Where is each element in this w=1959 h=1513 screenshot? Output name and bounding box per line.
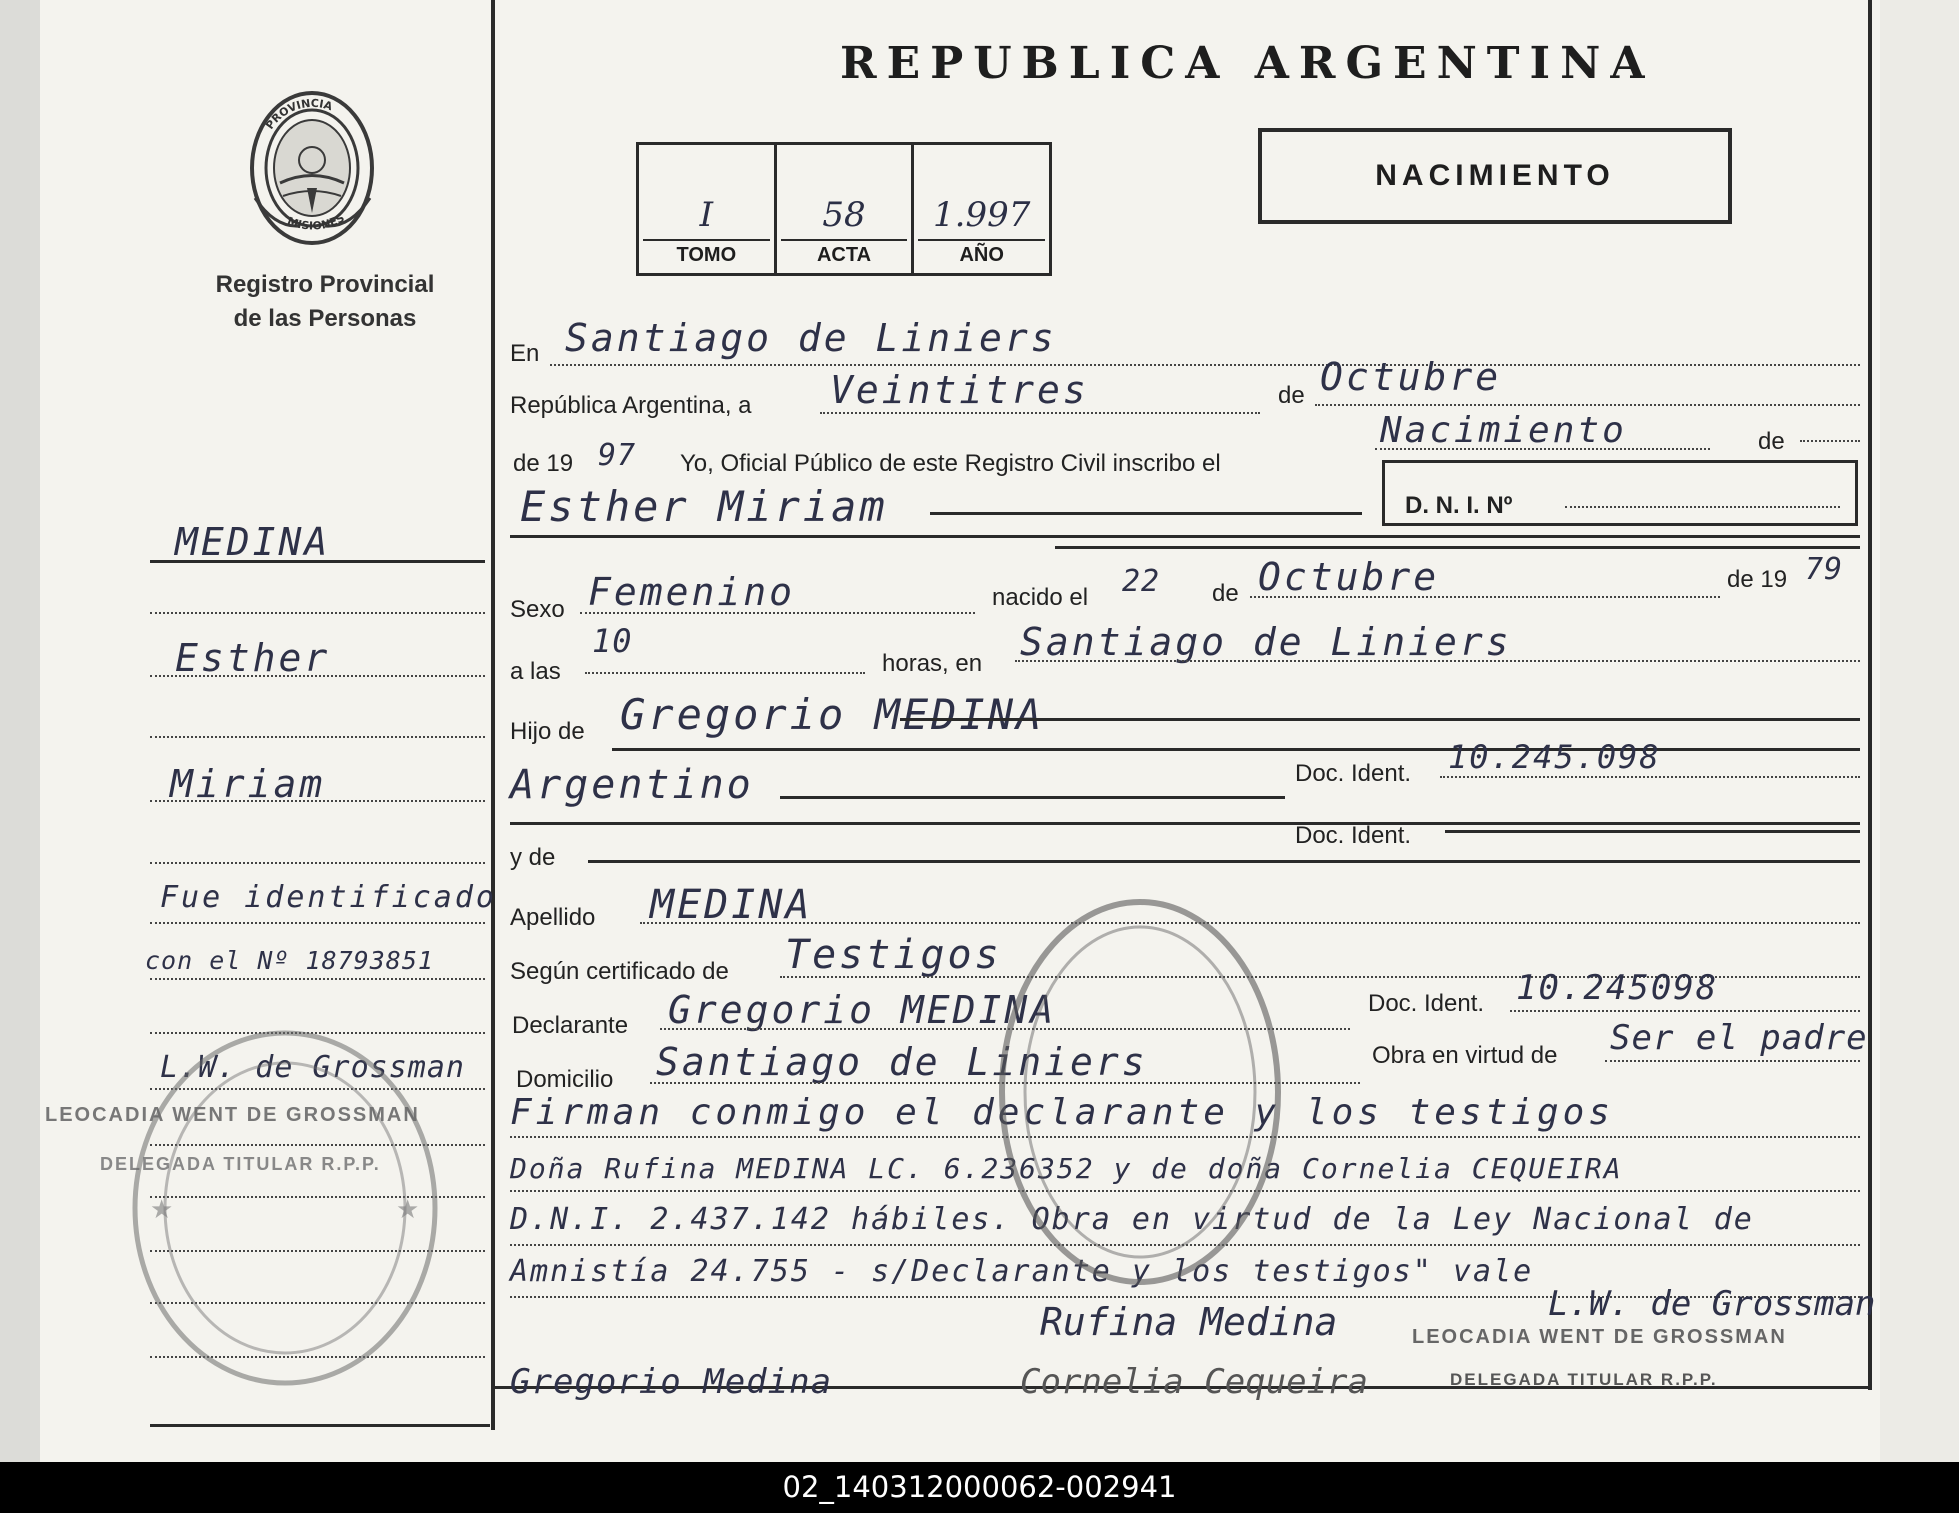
statement-rule-2 bbox=[510, 1190, 1860, 1192]
de-label-2: de bbox=[1758, 428, 1785, 455]
margin-line-8 bbox=[150, 978, 485, 980]
de-line-2 bbox=[1800, 440, 1860, 442]
registry-office-line2: de las Personas bbox=[233, 305, 417, 332]
declarante-doc-value: 10.245098 bbox=[1516, 968, 1719, 1008]
hour-value: 10 bbox=[592, 622, 633, 660]
ano-value: 1.997 bbox=[918, 195, 1045, 241]
doc-ident-label-2: Doc. Ident. bbox=[1295, 822, 1412, 849]
hour-line bbox=[585, 672, 865, 674]
margin-line-4 bbox=[150, 736, 485, 738]
margin-note-line1: Fue identificado bbox=[160, 880, 497, 915]
hijo-label: Hijo de bbox=[510, 718, 585, 745]
margin-second-name: Miriam bbox=[170, 762, 326, 806]
margin-signature: L.W. de Grossman bbox=[160, 1050, 465, 1085]
seal-text-bottom: MISIONES bbox=[285, 211, 347, 233]
official-signature: L.W. de Grossman bbox=[1548, 1284, 1876, 1324]
dni-line bbox=[1565, 506, 1840, 508]
de19-label: de 19 bbox=[513, 450, 574, 477]
margin-line-11 bbox=[150, 1144, 485, 1146]
yde-label: y de bbox=[510, 844, 556, 871]
statement-line-1: Firman conmigo el declarante y los testigos bbox=[510, 1092, 1614, 1133]
birth-month-value: Octubre bbox=[1258, 555, 1440, 599]
certificado-value: Testigos bbox=[785, 932, 1002, 978]
father-line-upper bbox=[900, 718, 1860, 721]
statement-line-2: Doña Rufina MEDINA LC. 6.236352 y de doña Cornelia CEQUEIRA bbox=[510, 1152, 1623, 1185]
birth-day-value: 22 bbox=[1122, 564, 1161, 599]
obra-value: Ser el padre bbox=[1610, 1018, 1868, 1058]
image-id-caption: 02_140312000062-002941 bbox=[0, 1462, 1959, 1513]
left-official-stamp-name: LEOCADIA WENT DE GROSSMAN bbox=[45, 1104, 420, 1126]
margin-note-line2: con el Nº 18793851 bbox=[145, 946, 434, 975]
father-doc-value: 10.245.098 bbox=[1448, 738, 1661, 776]
mother-line bbox=[588, 860, 1860, 863]
sexo-value: Femenino bbox=[588, 570, 796, 614]
segun-label: Según certificado de bbox=[510, 958, 729, 985]
mother-doc-line bbox=[1445, 830, 1860, 833]
svg-text:★: ★ bbox=[150, 1195, 174, 1225]
right-border bbox=[1868, 0, 1872, 1390]
obra-line bbox=[1605, 1060, 1860, 1062]
statement-rule-3 bbox=[510, 1244, 1860, 1246]
apellido-value: MEDINA bbox=[650, 882, 813, 928]
margin-first-name: Esther bbox=[175, 636, 331, 680]
full-name-line bbox=[930, 512, 1362, 515]
doc-ident-label: Doc. Ident. bbox=[1295, 760, 1412, 787]
apellido-line bbox=[640, 922, 1860, 924]
birth-place-line bbox=[1015, 660, 1860, 662]
place-value: Santiago de Liniers bbox=[565, 316, 1057, 360]
witness2-signature: Cornelia Cequeira bbox=[1020, 1362, 1368, 1402]
en-label: En bbox=[510, 340, 540, 367]
name-line bbox=[510, 535, 1860, 538]
mother-line-upper bbox=[510, 822, 1860, 825]
apellido-label: Apellido bbox=[510, 904, 596, 931]
name-line-secondary bbox=[1055, 546, 1860, 549]
official-stamp-title: DELEGADA TITULAR R.P.P. bbox=[1450, 1370, 1718, 1389]
month-line bbox=[1315, 404, 1860, 406]
margin-surname: MEDINA bbox=[175, 520, 331, 564]
de-label: de bbox=[1278, 382, 1305, 409]
father-nationality: Argentino bbox=[510, 762, 754, 808]
de-label-3: de bbox=[1212, 580, 1239, 607]
statement-line-4: Amnistía 24.755 - s/Declarante y los testigos" vale bbox=[510, 1254, 1534, 1289]
acta-value: 58 bbox=[781, 195, 908, 241]
official-stamp-name: LEOCADIA WENT DE GROSSMAN bbox=[1412, 1326, 1787, 1348]
father-doc-line bbox=[1440, 776, 1860, 778]
registration-table bbox=[636, 142, 1052, 276]
father-line bbox=[612, 748, 1860, 751]
doc-ident-label-3: Doc. Ident. bbox=[1368, 990, 1485, 1017]
declarante-value: Gregorio MEDINA bbox=[668, 988, 1057, 1032]
page-edge-shadow bbox=[0, 0, 40, 1462]
act-type-line bbox=[1375, 448, 1710, 450]
domicilio-value: Santiago de Liniers bbox=[656, 1040, 1148, 1084]
margin-line-2 bbox=[150, 612, 485, 614]
registry-office-label bbox=[180, 268, 470, 336]
statement-line-3: D.N.I. 2.437.142 hábiles. Obra en virtud de la Ley Nacional de bbox=[510, 1202, 1754, 1237]
declarante-signature: Gregorio Medina bbox=[510, 1362, 833, 1402]
margin-line-12 bbox=[150, 1196, 485, 1198]
sexo-label: Sexo bbox=[510, 596, 565, 623]
margin-line-13 bbox=[150, 1250, 485, 1252]
country-title: REPUBLICA ARGENTINA bbox=[840, 38, 1655, 89]
sexo-line bbox=[580, 612, 975, 614]
margin-line-10 bbox=[150, 1088, 485, 1090]
ano-cell bbox=[914, 145, 1049, 273]
republica-label: República Argentina, a bbox=[510, 392, 752, 419]
margin-divider bbox=[491, 0, 495, 1430]
margin-bottom-rule bbox=[150, 1424, 490, 1427]
seal-text-top: PROVINCIA bbox=[263, 96, 334, 132]
margin-line-6 bbox=[150, 862, 485, 864]
birth-month-line bbox=[1250, 596, 1720, 598]
margin-line-3 bbox=[150, 675, 485, 677]
birth-year-label: de 19 bbox=[1727, 566, 1788, 593]
yo-label: Yo, Oficial Público de este Registro Civil inscribo el bbox=[680, 450, 1221, 477]
dni-label: D. N. I. Nº bbox=[1405, 492, 1513, 519]
acta-cell bbox=[777, 145, 915, 273]
ano-label: AÑO bbox=[959, 244, 1004, 266]
declarante-label: Declarante bbox=[512, 1012, 629, 1039]
margin-line-7 bbox=[150, 922, 485, 924]
horas-label: horas, en bbox=[882, 650, 983, 677]
margin-line-15 bbox=[150, 1356, 485, 1358]
father-value: Gregorio MEDINA bbox=[620, 690, 1045, 739]
nationality-line bbox=[780, 796, 1285, 799]
record-type-box: NACIMIENTO bbox=[1258, 128, 1732, 224]
tomo-value: I bbox=[643, 195, 770, 241]
full-name-value: Esther Miriam bbox=[520, 482, 888, 531]
provincia-de-misiones-seal-icon bbox=[245, 88, 380, 248]
alas-label: a las bbox=[510, 658, 561, 685]
day-text-value: Veintitres bbox=[830, 368, 1089, 412]
month-value: Octubre bbox=[1320, 355, 1502, 399]
acta-label: ACTA bbox=[816, 244, 872, 266]
declarante-doc-line bbox=[1510, 1010, 1860, 1012]
witness1-signature: Rufina Medina bbox=[1040, 1300, 1338, 1344]
margin-line-5 bbox=[150, 800, 485, 802]
svg-text:★: ★ bbox=[396, 1195, 420, 1225]
birth-year-digits: 79 bbox=[1805, 552, 1844, 587]
tomo-label: TOMO bbox=[676, 244, 737, 266]
left-official-stamp-title: DELEGADA TITULAR R.P.P. bbox=[100, 1154, 381, 1174]
obra-label: Obra en virtud de bbox=[1372, 1042, 1558, 1069]
declarante-line bbox=[660, 1028, 1350, 1030]
statement-rule-1 bbox=[510, 1136, 1860, 1138]
place-line bbox=[550, 364, 1860, 366]
margin-line-9 bbox=[150, 1032, 485, 1034]
domicilio-label: Domicilio bbox=[516, 1066, 614, 1093]
domicilio-line bbox=[650, 1082, 1360, 1084]
margin-line-1 bbox=[150, 560, 485, 563]
act-type-value: Nacimiento bbox=[1380, 410, 1627, 451]
nacido-label: nacido el bbox=[992, 584, 1089, 611]
registry-office-line1: Registro Provincial bbox=[215, 271, 435, 298]
tomo-cell bbox=[639, 145, 777, 273]
year-digits: 97 bbox=[598, 438, 637, 473]
birth-place-value: Santiago de Liniers bbox=[1020, 620, 1512, 664]
day-text-line bbox=[820, 412, 1260, 414]
margin-line-14 bbox=[150, 1302, 485, 1304]
